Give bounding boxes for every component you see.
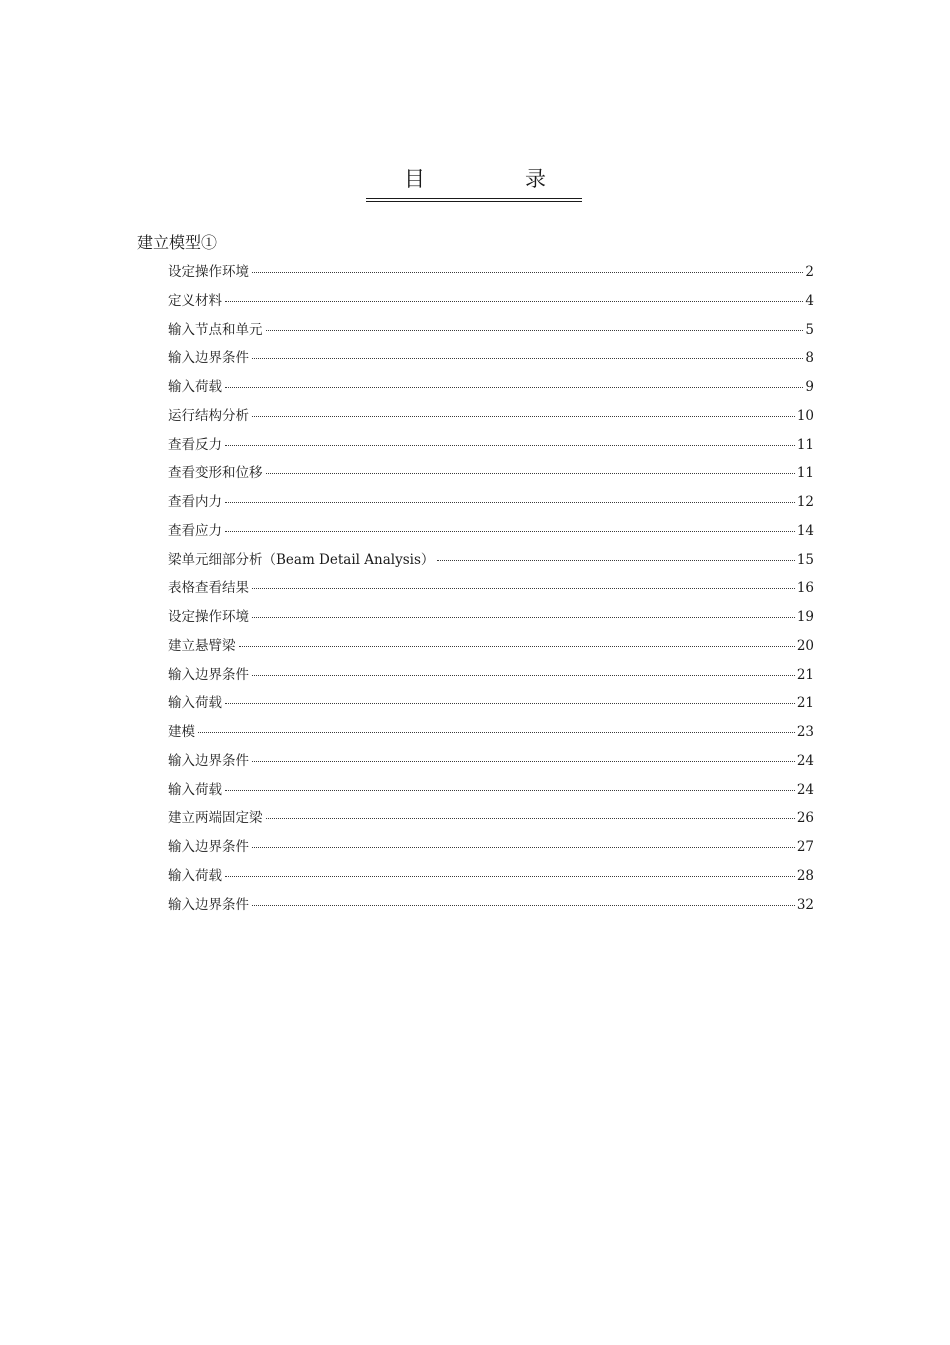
toc-entry-label: 表格查看结果: [168, 580, 249, 597]
toc-entry-label: 输入边界条件: [168, 896, 249, 913]
toc-entry[interactable]: [168, 459, 814, 488]
toc-leader-dots: [266, 330, 804, 331]
toc-entry-page-number: 11: [796, 436, 814, 453]
toc-entry-label: 建模: [168, 724, 195, 740]
toc-leader-dots: [252, 617, 795, 618]
toc-entry-page-number: 24: [796, 781, 814, 798]
toc-entry-page-number: 21: [796, 666, 814, 683]
toc-leader-dots: [266, 473, 795, 474]
toc-entry-page-number: 16: [796, 580, 814, 597]
toc-entry-label: 输入荷载: [168, 695, 222, 712]
toc-entry-label: 输入荷载: [168, 867, 222, 884]
toc-entry[interactable]: [168, 718, 814, 747]
toc-entry-page-number: 24: [796, 752, 814, 769]
toc-entry[interactable]: [168, 258, 814, 287]
toc-entry-page-number: 27: [796, 839, 814, 855]
toc-leader-dots: [225, 301, 803, 302]
toc-entry-label: 运行结构分析: [168, 407, 249, 424]
toc-leader-dots: [225, 790, 795, 791]
toc-leader-dots: [225, 387, 803, 388]
toc-entry-label: 查看变形和位移: [168, 465, 263, 482]
toc-entry[interactable]: [168, 747, 814, 776]
toc-entry-label: 查看应力: [168, 522, 222, 539]
toc-entry-label: 输入边界条件: [168, 839, 249, 855]
toc-entry-page-number: 11: [796, 465, 814, 482]
toc-entry-label: 查看反力: [168, 436, 222, 453]
title-underline-bottom: [366, 201, 582, 202]
toc-entry-page-number: 8: [805, 350, 814, 367]
toc-leader-dots: [252, 761, 795, 762]
title-underline-top: [366, 198, 582, 199]
toc-entry-page-number: 14: [796, 522, 814, 539]
toc-entry-label: 建立悬臂梁: [168, 637, 236, 654]
toc-title-block: [366, 162, 582, 202]
toc-entry[interactable]: [168, 287, 814, 316]
toc-entry-label: 查看内力: [168, 494, 222, 510]
toc-entry-page-number: 26: [796, 810, 814, 827]
toc-entry[interactable]: [168, 431, 814, 460]
toc-entry[interactable]: [168, 833, 814, 862]
toc-entry-page-number: 5: [805, 321, 814, 338]
toc-entry-page-number: 10: [796, 407, 814, 424]
toc-entry[interactable]: [168, 804, 814, 833]
toc-entry[interactable]: [168, 891, 814, 920]
toc-entry-label: 输入节点和单元: [168, 321, 263, 338]
toc-entry[interactable]: [168, 373, 814, 402]
toc-entry[interactable]: [168, 316, 814, 345]
toc-entry[interactable]: [168, 488, 814, 517]
toc-entry[interactable]: [168, 546, 814, 575]
toc-entry[interactable]: [168, 574, 814, 603]
toc-entry[interactable]: [168, 632, 814, 661]
toc-leader-dots: [225, 531, 795, 532]
toc-leader-dots: [252, 358, 803, 359]
toc-leader-dots: [225, 703, 795, 704]
toc-list: [168, 258, 814, 919]
toc-leader-dots: [239, 646, 795, 647]
toc-entry[interactable]: [168, 603, 814, 632]
toc-entry[interactable]: [168, 661, 814, 690]
toc-entry[interactable]: [168, 776, 814, 805]
toc-entry[interactable]: [168, 862, 814, 891]
title-char-1: 目: [404, 167, 425, 191]
toc-leader-dots: [252, 847, 795, 848]
toc-leader-dots: [252, 675, 795, 676]
toc-entry[interactable]: [168, 517, 814, 546]
toc-leader-dots: [437, 560, 794, 561]
toc-leader-dots: [225, 445, 795, 446]
toc-entry-label: 设定操作环境: [168, 264, 249, 280]
toc-entry-page-number: 19: [796, 609, 814, 625]
toc-leader-dots: [266, 818, 795, 819]
toc-entry-label: 定义材料: [168, 292, 222, 309]
section-heading: 建立模型①: [137, 233, 218, 252]
toc-entry-page-number: 4: [805, 292, 814, 309]
toc-entry-label: 输入荷载: [168, 781, 222, 798]
toc-entry-label: 输入边界条件: [168, 350, 249, 367]
toc-leader-dots: [252, 416, 795, 417]
toc-entry-page-number: 2: [805, 264, 814, 280]
toc-entry[interactable]: [168, 689, 814, 718]
toc-leader-dots: [252, 272, 803, 273]
toc-entry-label: 输入边界条件: [168, 666, 249, 683]
toc-entry-page-number: 32: [796, 896, 814, 913]
toc-entry[interactable]: [168, 344, 814, 373]
toc-entry-page-number: 20: [796, 637, 814, 654]
toc-leader-dots: [198, 732, 795, 733]
toc-entry-label: 输入荷载: [168, 379, 222, 395]
toc-entry-page-number: 15: [796, 551, 814, 568]
toc-leader-dots: [225, 502, 795, 503]
toc-entry-page-number: 12: [796, 494, 814, 510]
page-title: [366, 162, 582, 196]
toc-entry[interactable]: [168, 402, 814, 431]
toc-entry-label: 设定操作环境: [168, 609, 249, 625]
toc-entry-page-number: 9: [805, 379, 814, 395]
toc-entry-label: 建立两端固定梁: [168, 810, 263, 827]
toc-entry-page-number: 21: [796, 695, 814, 712]
toc-entry-label: 梁单元细部分析（Beam Detail Analysis）: [168, 551, 435, 568]
toc-entry-page-number: 28: [796, 867, 814, 884]
toc-leader-dots: [225, 876, 795, 877]
toc-leader-dots: [252, 588, 795, 589]
toc-entry-label: 输入边界条件: [168, 752, 249, 769]
toc-leader-dots: [252, 905, 795, 906]
title-char-2: 录: [525, 167, 546, 191]
toc-entry-page-number: 23: [796, 724, 814, 740]
